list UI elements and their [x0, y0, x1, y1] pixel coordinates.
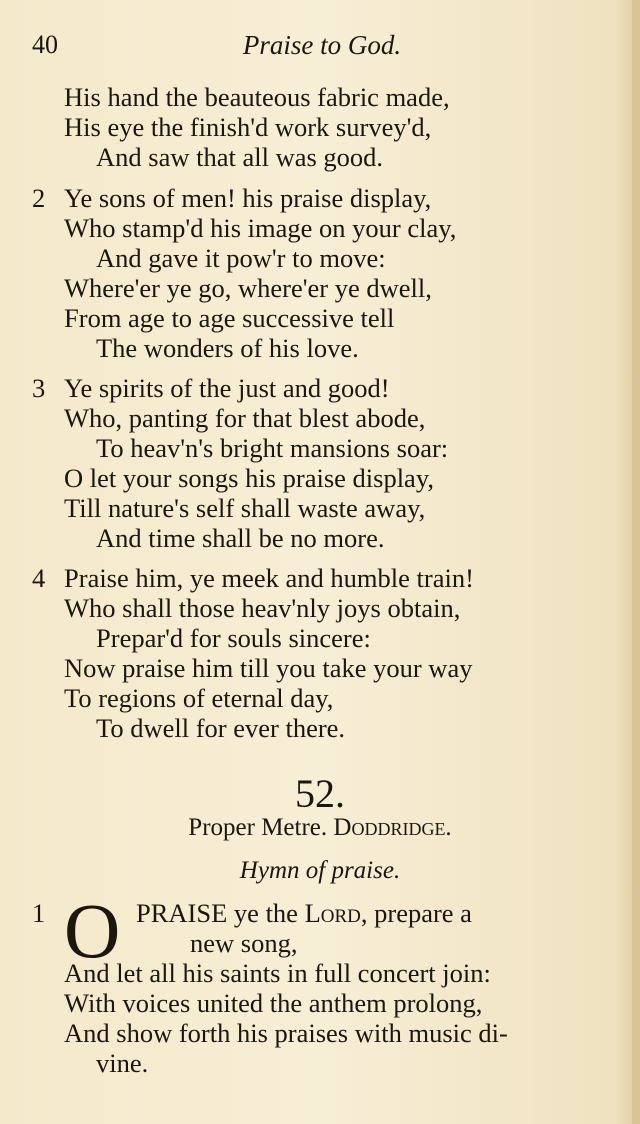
hymn-line: And gave it pow'r to move:: [96, 243, 386, 273]
running-title: Praise to God.: [242, 30, 402, 60]
drop-cap: O: [64, 887, 121, 974]
hymn-line: To dwell for ever there.: [96, 713, 346, 743]
running-head: [32, 30, 612, 64]
first-line-lord: Lord: [304, 898, 361, 928]
hymn-line: His hand the beauteous fabric made,: [64, 82, 450, 112]
first-line-start: PRAISE ye the: [136, 898, 305, 928]
verse-number: 3: [32, 373, 46, 403]
hymn-line: Till nature's self shall waste away,: [64, 493, 426, 523]
hymn-line: Praise him, ye meek and humble train!: [64, 563, 474, 593]
hymn-number: 52.: [295, 771, 345, 816]
hymn-line: Ye spirits of the just and good!: [64, 373, 390, 403]
page-number: 40: [32, 30, 58, 59]
hymn-line: And time shall be no more.: [96, 523, 385, 553]
hymn-line: And saw that all was good.: [96, 142, 384, 172]
hymn-line: vine.: [96, 1048, 149, 1078]
hymn-line-first: [136, 898, 472, 928]
hymn-line: Who, panting for that blest abode,: [64, 403, 426, 433]
hymn-line: His eye the finish'd work survey'd,: [64, 112, 432, 142]
hymn-line: Prepar'd for souls sincere:: [96, 623, 371, 653]
hymn-line: And show forth his praises with music di-: [64, 1018, 508, 1048]
hymn-line: new song,: [190, 928, 298, 958]
first-line-end: , prepare a: [360, 898, 472, 928]
meter-line: [0, 814, 640, 842]
hymn-title: Hymn of praise.: [239, 857, 401, 884]
hymn-line: To regions of eternal day,: [64, 683, 334, 713]
hymn-line: O let your songs his praise display,: [64, 463, 434, 493]
hymn-line: Where'er ye go, where'er ye dwell,: [64, 273, 432, 303]
page-edge: [632, 0, 640, 1124]
hymn-line: And let all his saints in full concert join:: [64, 958, 491, 988]
hymn-line: Now praise him till you take your way: [64, 653, 473, 683]
hymn-line: From age to age successive tell: [64, 303, 395, 333]
meter: Proper Metre.: [188, 814, 328, 841]
verse-number: 4: [32, 563, 46, 593]
hymn-line: To heav'n's bright mansions soar:: [96, 433, 449, 463]
hymn-line: With voices united the anthem prolong,: [64, 988, 483, 1018]
hymn-line: The wonders of his love.: [96, 333, 359, 363]
verse-number: 2: [32, 183, 46, 213]
hymn-line: Who stamp'd his image on your clay,: [64, 213, 457, 243]
hymn-line: Who shall those heav'nly joys obtain,: [64, 593, 461, 623]
verse-number: 1: [32, 898, 46, 928]
hymn-line: Ye sons of men! his praise display,: [64, 183, 432, 213]
hymn-author: Doddridge.: [333, 814, 452, 841]
